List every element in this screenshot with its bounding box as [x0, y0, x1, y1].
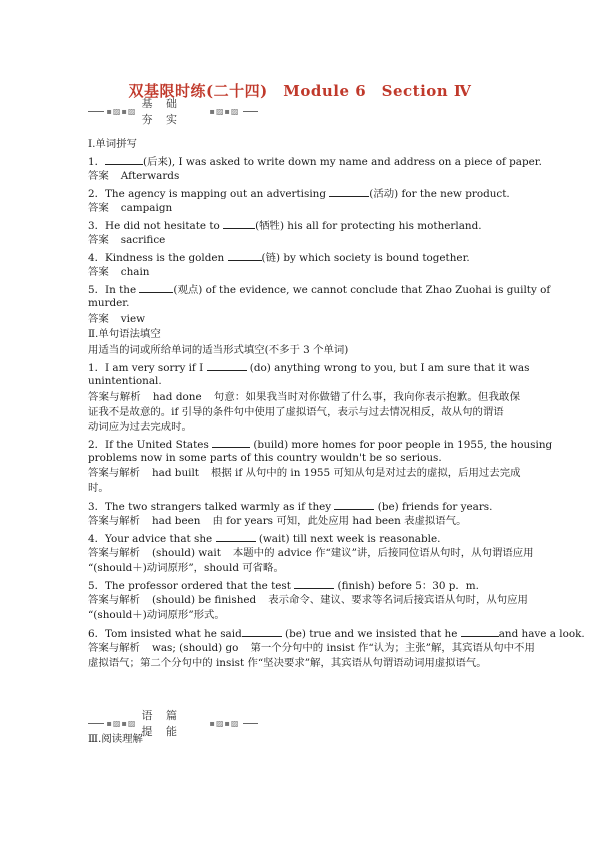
section-label-basic: 基 础 夯 实 — [141, 97, 182, 126]
q4-sentence: 4．Kindness is the golden (链) by which society is bound together. — [88, 252, 470, 264]
q4-answer: 答案 chain — [88, 266, 150, 278]
divider-line — [243, 111, 259, 112]
g3-sentence: 3．The two strangers talked warmly as if they (be) friends for years. — [88, 501, 493, 513]
q5-answer: 答案 view — [88, 313, 146, 325]
answer-blank — [334, 499, 374, 510]
divider-line — [88, 723, 104, 724]
g2-explanation: 答案与解析 had built 根据 if 从句中的 in 1955 可知从句是对过去的虚拟，后用过去完成 — [88, 467, 521, 479]
part2-instruction: 用适当的词或所给单词的适当形式填空(不多于 3 个单词) — [88, 344, 349, 356]
q5-sentence: 5．In the (观点) of the evidence, we cannot conclude that Zhao Zuohai is guilty of — [88, 284, 551, 296]
q3-answer: 答案 sacrifice — [88, 234, 166, 246]
q1-answer: 答案 Afterwards — [88, 170, 180, 182]
g1-explanation: 答案与解析 had done 句意：如果我当时对你做错了什么事，我向你表示抱歉。但我敢保 — [88, 391, 520, 403]
divider-line — [243, 723, 259, 724]
answer-blank — [216, 531, 256, 542]
answer-blank — [105, 154, 143, 165]
g6-sentence: 6．Tom insisted what he said (be) true and we insisted that he and have a look. — [88, 628, 585, 640]
page-title: 双基限时练(二十四) Module 6 Section Ⅳ — [128, 82, 472, 100]
section-divider-basic — [88, 97, 258, 126]
g2-sentence: 2．If the United States (build) more homes for poor people in 1955, the housing — [88, 439, 553, 451]
g2-sentence-cont: problems now in some parts of this country wouldn't be so serious. — [88, 452, 442, 464]
g6-explanation-2: 虚拟语气；第二个分句中的 insist 作“坚决要求”解，其宾语从句谓语动词用虚拟语气。 — [88, 657, 487, 669]
answer-blank — [139, 282, 173, 293]
g5-explanation-2: “(should＋)动词原形”形式。 — [88, 609, 225, 621]
g1-sentence-cont: unintentional. — [88, 375, 162, 387]
g6-explanation: 答案与解析 was; (should) go 第一个分句中的 insist 作“认为；主张”解，其宾语从句中不用 — [88, 642, 535, 654]
g2-explanation-2: 时。 — [88, 482, 109, 494]
answer-blank — [242, 626, 282, 637]
part1-heading: Ⅰ.单词拼写 — [88, 138, 137, 150]
answer-blank — [223, 218, 255, 229]
answer-blank — [207, 360, 247, 371]
divider-deco-left: ▪▨▪▨ — [106, 718, 137, 728]
divider-deco-left: ▪▨▪▨ — [106, 106, 137, 116]
g5-sentence: 5．The professor ordered that the test (finish) before 5：30 p．m. — [88, 580, 479, 592]
g1-explanation-3: 动词应为过去完成时。 — [88, 421, 192, 433]
g1-sentence: 1．I am very sorry if I (do) anything wrong to you, but I am sure that it was — [88, 362, 530, 374]
q2-sentence: 2．The agency is mapping out an advertising (活动) for the new product. — [88, 188, 510, 200]
answer-blank — [294, 578, 334, 589]
g1-explanation-2: 证我不是故意的。if 引导的条件句中使用了虚拟语气，表示与过去情况相反，故从句的谓语 — [88, 406, 504, 418]
g5-explanation: 答案与解析 (should) be finished 表示命令、建议、要求等名词后接宾语从句时，从句应用 — [88, 594, 528, 606]
divider-deco-right: ▪▨▪▨ — [209, 106, 240, 116]
answer-blank — [329, 186, 369, 197]
divider-line — [88, 111, 104, 112]
q3-sentence: 3．He did not hesitate to (牺牲) his all for protecting his motherland. — [88, 220, 482, 232]
g4-sentence: 4．Your advice that she (wait) till next week is reasonable. — [88, 533, 441, 545]
section-label-reading: 语 篇 提 能 — [141, 709, 182, 738]
part2-heading: Ⅱ.单句语法填空 — [88, 328, 161, 340]
part3-heading: Ⅲ.阅读理解 — [88, 733, 143, 745]
g4-explanation: 答案与解析 (should) wait 本题中的 advice 作“建议”讲，后接同位语从句时，从句谓语应用 — [88, 547, 534, 559]
q2-answer: 答案 campaign — [88, 202, 173, 214]
answer-blank — [228, 250, 262, 261]
q1-sentence: 1． (后来), I was asked to write down my name and address on a piece of paper. — [88, 156, 542, 168]
q5-sentence-cont: murder. — [88, 297, 130, 309]
answer-blank — [461, 626, 499, 637]
answer-blank — [212, 437, 250, 448]
section-divider-reading — [88, 709, 258, 738]
divider-deco-right: ▪▨▪▨ — [209, 718, 240, 728]
g4-explanation-2: “(should＋)动词原形”，should 可省略。 — [88, 562, 284, 574]
g3-explanation: 答案与解析 had been 由 for years 可知，此处应用 had been 表虚拟语气。 — [88, 515, 467, 527]
